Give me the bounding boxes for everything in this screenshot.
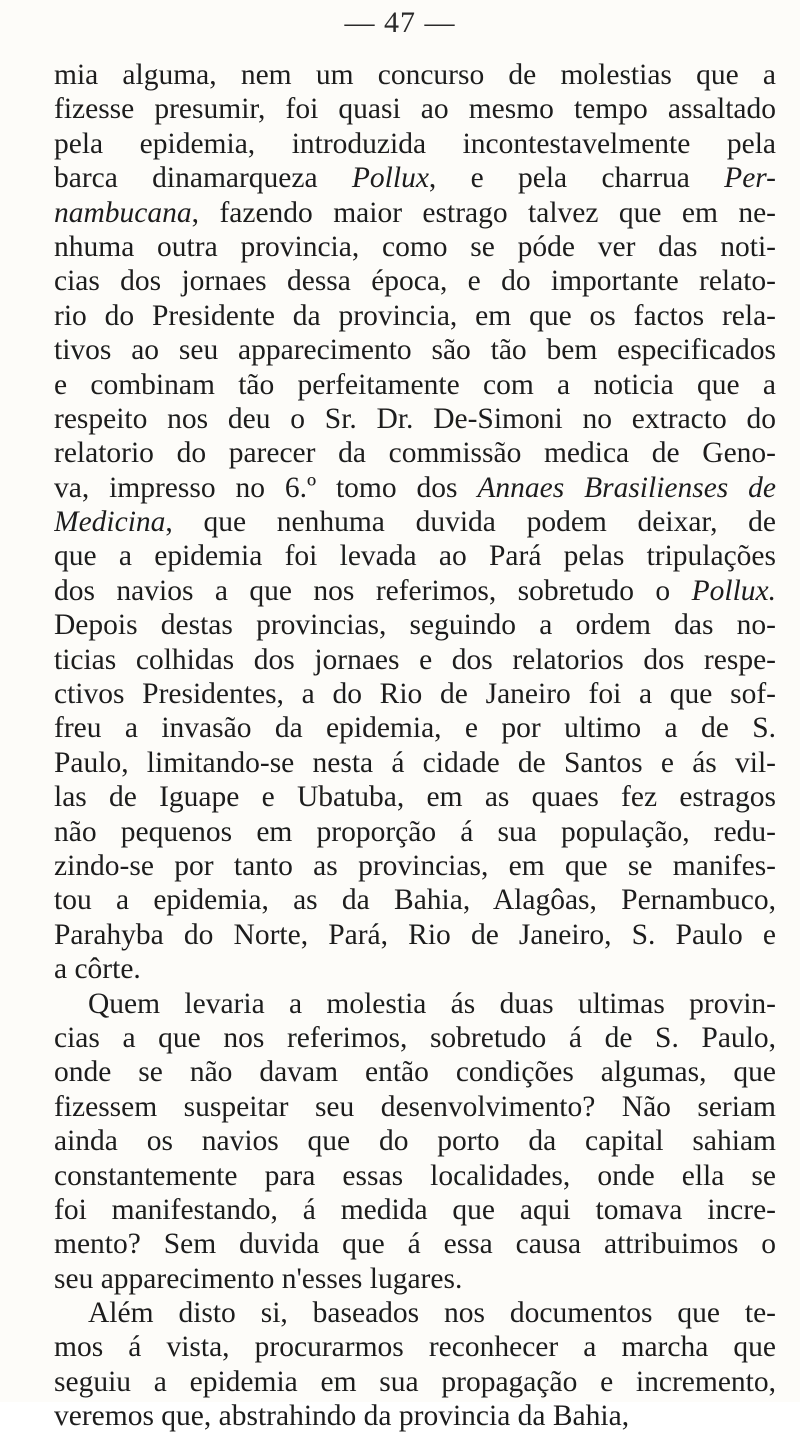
text-line — [54, 230, 776, 264]
text-segment: ctivos Presidentes, a do Rio de Janeiro foi a que sof- — [54, 678, 776, 711]
text-line — [54, 505, 776, 539]
text-segment: veremos que, abstrahindo da provincia da Bahia, — [54, 1400, 630, 1433]
text-line — [54, 643, 776, 677]
text-segment: , e pela charrua — [428, 162, 725, 195]
text-segment: barca dinamarqueza — [54, 162, 352, 195]
text-segment: fizessem suspeitar seu desenvolvimento? Não seriam — [54, 1090, 776, 1123]
text-line — [54, 58, 776, 92]
text-line — [54, 1365, 776, 1399]
text-segment: , que nenhuma duvida podem deixar, de — [165, 506, 776, 539]
text-segment: cias a que nos referimos, sobretudo á de S. Paulo, — [54, 1021, 776, 1054]
text-line — [54, 883, 776, 917]
text-line — [54, 471, 776, 505]
text-segment: las de Iguape e Ubatuba, em as quaes fez estragos — [54, 781, 776, 814]
text-line — [54, 1330, 776, 1364]
text-line — [54, 608, 776, 642]
text-segment: onde se não davam então condições algumas, que — [54, 1056, 776, 1089]
text-line — [54, 1124, 776, 1158]
text-segment: cias dos jornaes dessa época, e do importante relato- — [54, 265, 776, 298]
text-line — [54, 92, 776, 126]
text-segment: que a epidemia foi levada ao Pará pelas tripulações — [54, 540, 776, 573]
text-segment: zindo-se por tanto as provincias, em que se manifes- — [54, 849, 776, 882]
italic-segment: Per- — [724, 162, 776, 195]
text-line — [54, 1090, 776, 1124]
text-segment: nhuma outra provincia, como se póde ver das noti- — [54, 230, 776, 263]
text-line — [54, 1193, 776, 1227]
text-segment: respeito nos deu o Sr. Dr. De-Simoni no extracto do — [54, 402, 776, 435]
text-segment: Depois destas provincias, seguindo a ordem das no- — [54, 609, 776, 642]
text-segment: seu apparecimento n'esses lugares. — [54, 1262, 463, 1295]
text-line — [54, 1399, 776, 1433]
text-line — [54, 1159, 776, 1193]
text-segment: tou a epidemia, as da Bahia, Alagôas, Pernambuco, — [54, 884, 776, 917]
text-line — [54, 436, 776, 470]
text-line — [54, 299, 776, 333]
text-segment: mento? Sem duvida que á essa causa attribuimos o — [54, 1228, 776, 1261]
text-segment: foi manifestando, á medida que aqui tomava incre- — [54, 1193, 776, 1226]
text-line — [54, 815, 776, 849]
text-segment: freu a invasão da epidemia, e por ultimo a de S. — [54, 712, 776, 745]
text-line — [54, 987, 776, 1021]
text-line — [54, 402, 776, 436]
paragraph — [54, 58, 776, 987]
italic-segment: Pollux. — [691, 574, 776, 607]
text-segment: Além disto si, baseados nos documentos que te- — [88, 1297, 776, 1330]
text-segment: ticias colhidas dos jornaes e dos relatorios dos respe- — [54, 643, 776, 676]
paragraph — [54, 987, 776, 1297]
page-number: — 47 — — [344, 6, 456, 39]
text-segment: constantemente para essas localidades, onde ella se — [54, 1159, 776, 1192]
text-segment: fizesse presumir, foi quasi ao mesmo tempo assaltado — [54, 93, 776, 126]
text-line — [54, 161, 776, 195]
text-line — [54, 333, 776, 367]
text-segment: a côrte. — [54, 953, 141, 986]
text-line — [54, 196, 776, 230]
text-line — [54, 539, 776, 573]
text-segment: tivos ao seu apparecimento são tão bem especificados — [54, 334, 776, 367]
text-segment: Parahyba do Norte, Pará, Rio de Janeiro, S. Paulo e — [54, 918, 776, 951]
text-line — [54, 1055, 776, 1089]
text-line — [54, 368, 776, 402]
text-line — [54, 780, 776, 814]
text-segment: Quem levaria a molestia ás duas ultimas provin- — [88, 987, 776, 1020]
text-line — [54, 746, 776, 780]
text-line — [54, 574, 776, 608]
text-line — [54, 849, 776, 883]
text-segment: va, impresso no 6.º tomo dos — [54, 471, 478, 504]
text-segment: ainda os navios que do porto da capital sahiam — [54, 1125, 776, 1158]
text-line — [54, 127, 776, 161]
text-line — [54, 1296, 776, 1330]
text-line — [54, 264, 776, 298]
text-line — [54, 1021, 776, 1055]
text-segment: pela epidemia, introduzida incontestavelmente pela — [54, 127, 776, 160]
text-segment: mos á vista, procurarmos reconhecer a marcha que — [54, 1331, 776, 1364]
text-line — [54, 1227, 776, 1261]
text-line — [54, 952, 776, 986]
text-line — [54, 677, 776, 711]
text-segment: e combinam tão perfeitamente com a noticia que a — [54, 368, 776, 401]
text-segment: , fazendo maior estrago talvez que em ne- — [191, 196, 776, 229]
text-segment: não pequenos em proporção á sua população, redu- — [54, 815, 776, 848]
italic-segment: Medicina — [54, 506, 166, 539]
text-segment: seguiu a epidemia em sua propagação e incremento, — [54, 1365, 776, 1398]
text-segment: Paulo, limitando-se nesta á cidade de Santos e ás vil- — [54, 746, 776, 779]
text-segment: mia alguma, nem um concurso de molestias que a — [54, 59, 776, 91]
italic-segment: Pollux — [351, 162, 429, 195]
italic-segment: nambucana — [54, 196, 192, 229]
text-segment: dos navios a que nos referimos, sobretudo o — [54, 574, 692, 607]
text-line — [54, 711, 776, 745]
italic-segment: Annaes Brasilienses de — [477, 471, 776, 504]
text-line — [54, 918, 776, 952]
text-segment: rio do Presidente da provincia, em que os factos rela- — [54, 299, 776, 332]
body-text — [54, 58, 776, 1434]
paragraph — [54, 1296, 776, 1434]
text-line — [54, 1262, 776, 1296]
text-segment: relatorio do parecer da commissão medica de Geno- — [54, 437, 776, 470]
